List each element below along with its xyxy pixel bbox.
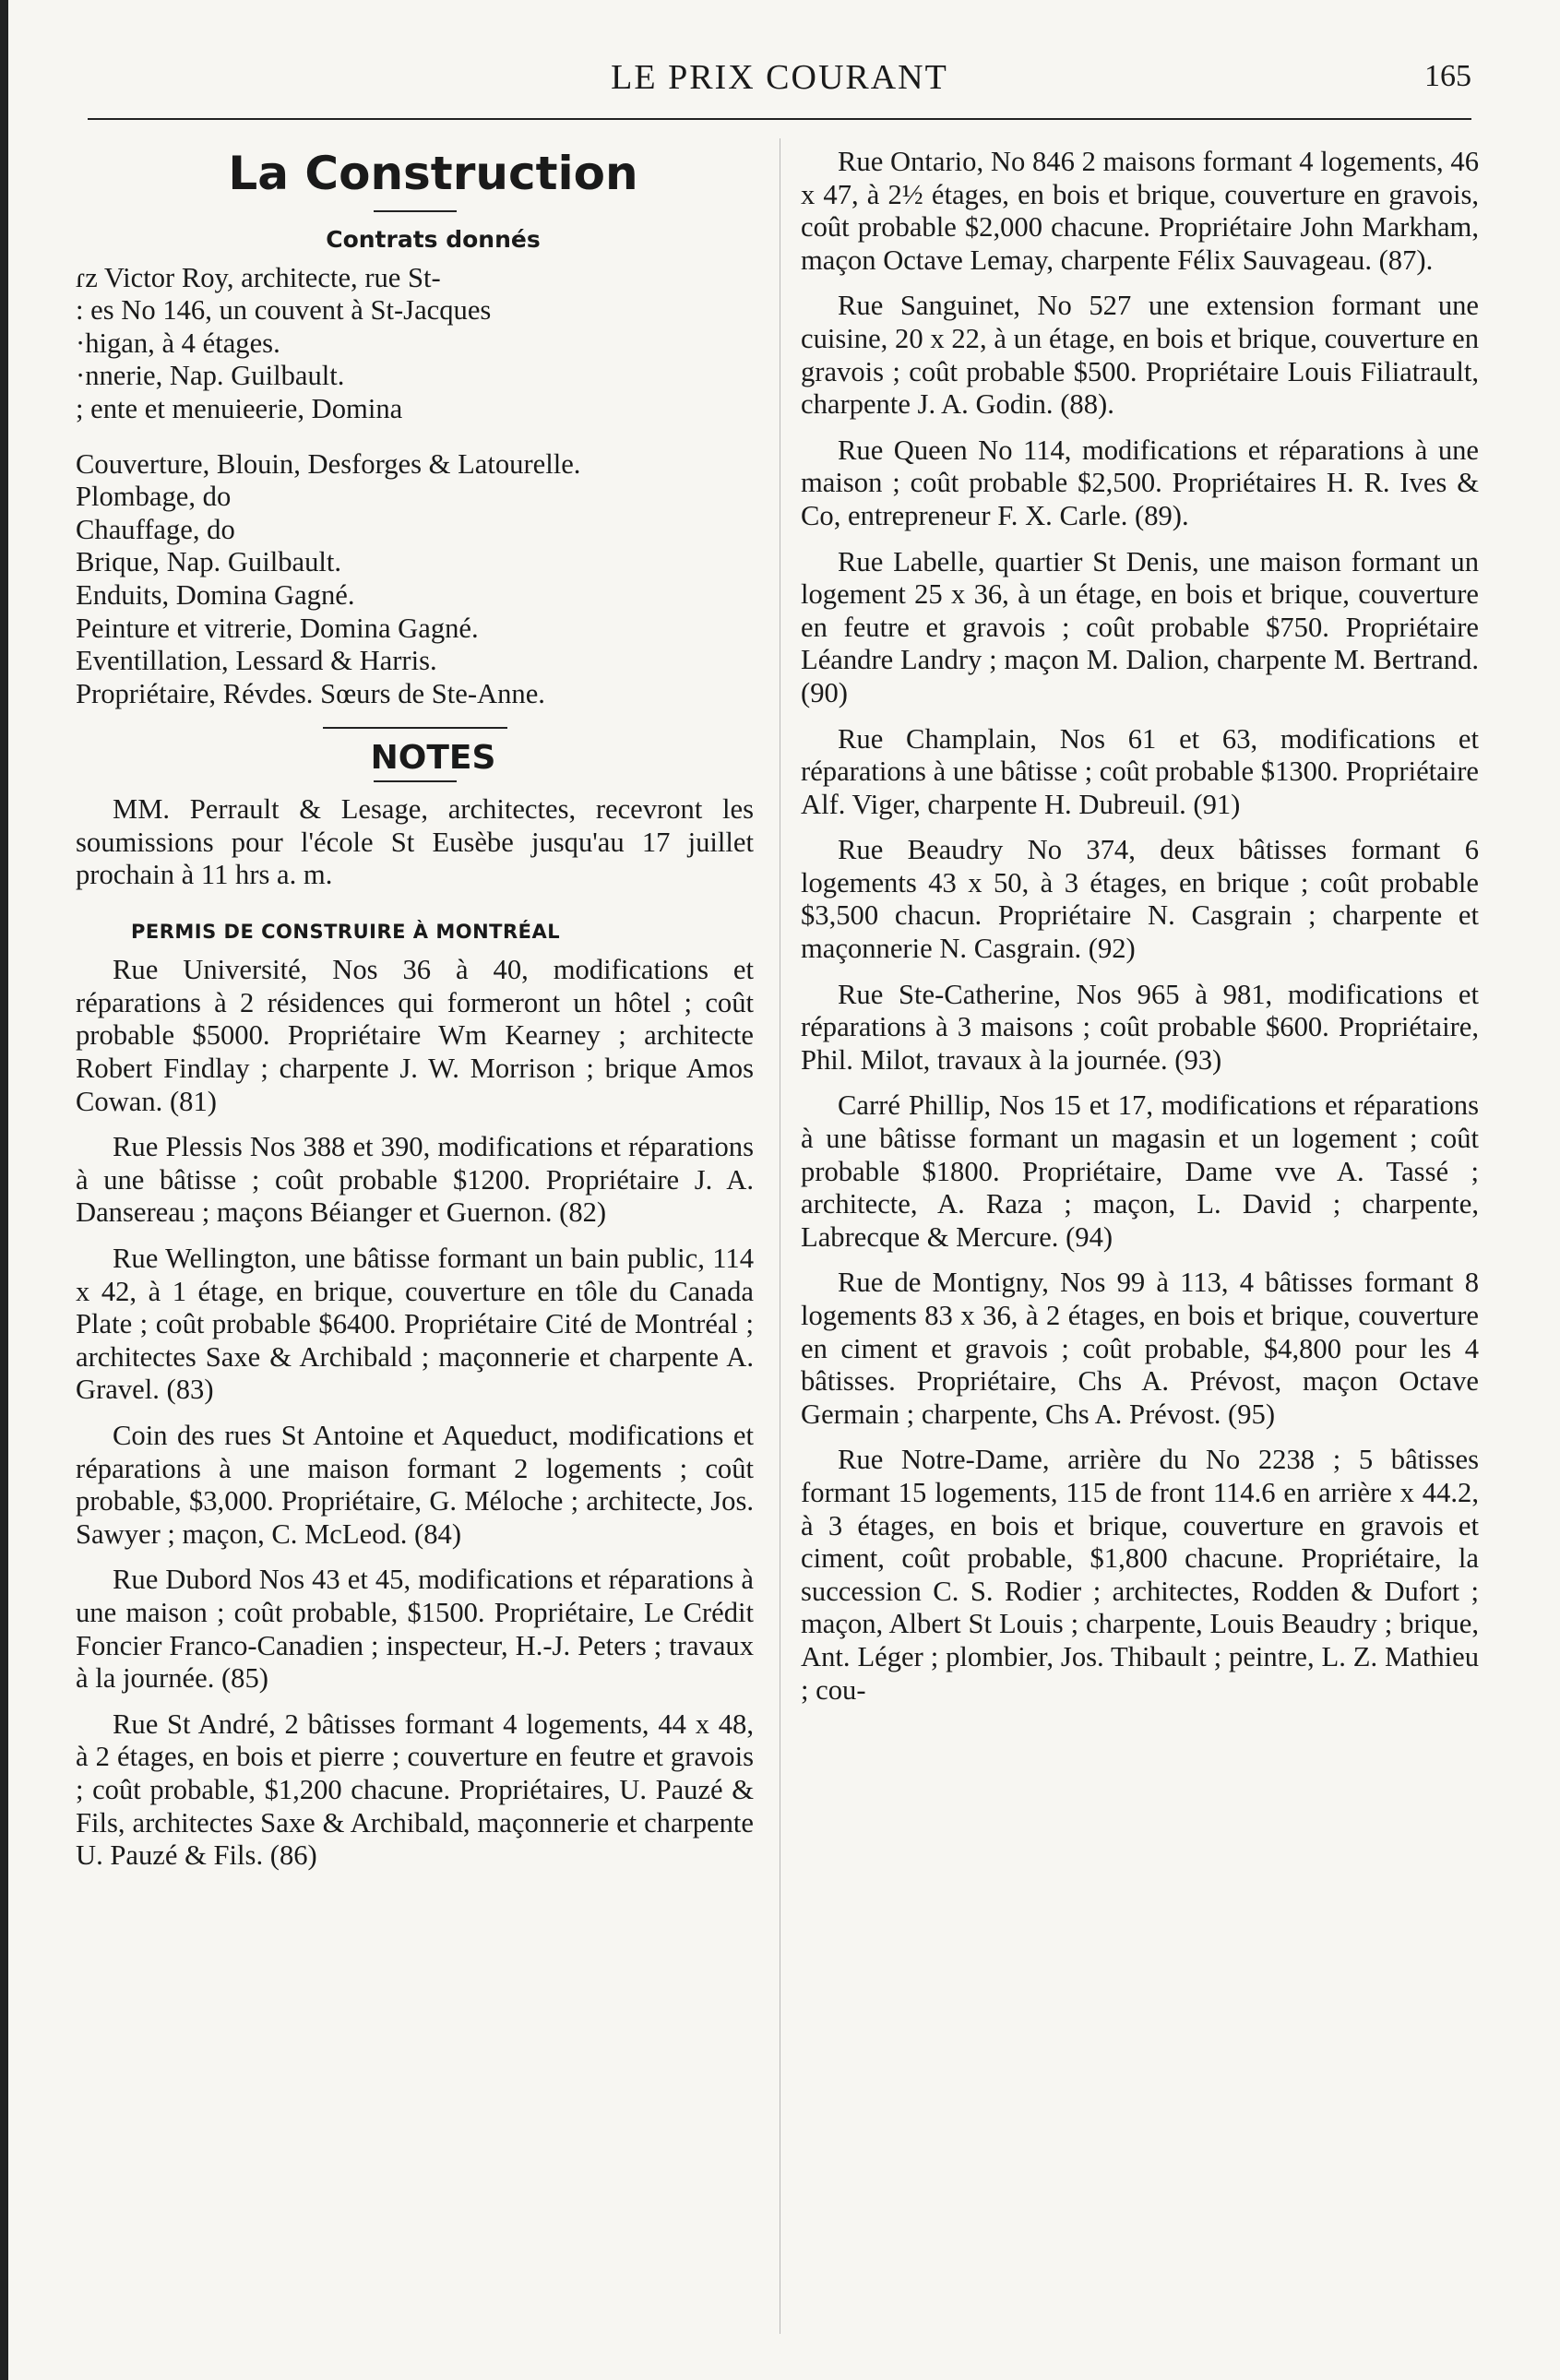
permit-entry: Rue St André, 2 bâtisses formant 4 logements, 44 x 48, à 2 étages, en bois et pierre ; couverture en feutre et gravois ; coût probable, $1,200 chacune. Propriétaires, U. Pauzé & Fils, architectes Saxe & Archibald, maçonnerie et charpente U. Pauzé & Fils. (86) — [76, 1708, 754, 1872]
permit-entry: Rue Ste-Catherine, Nos 965 à 981, modifications et réparations à 3 maisons ; coût probable $600. Propriétaire, Phil. Milot, travaux à la journée. (93) — [801, 978, 1479, 1076]
contract-line: ; ente et menuieerie, Domina — [76, 392, 403, 424]
permit-entry: Rue Wellington, une bâtisse formant un bain public, 114 x 42, à 1 étage, en brique, couverture en tôle du Canada Plate ; coût probable $6400. Propriétaire Cité de Montréal ; architectes Saxe & Archibald ; maçonnerie et charpente A. Gravel. (83) — [76, 1243, 754, 1406]
section-title: La Construction — [228, 147, 638, 200]
contract-line: Eventillation, Lessard & Harris. — [76, 645, 437, 677]
permit-entry: Rue Dubord Nos 43 et 45, modifications et réparations à une maison ; coût probable, $1500. Propriétaire, Le Crédit Foncier Franco-Canadien ; inspecteur, H.-J. Peters ; travaux à la journée. (85) — [76, 1564, 754, 1695]
permit-entry: Coin des rues St Antoine et Aqueduct, modifications et réparations à une maison formant 2 logements ; coût probable, $3,000. Propriétaire, G. Méloche ; architecte, Jos. Sawyer ; maçon, C. McLeod. (84) — [76, 1420, 754, 1550]
page-number: 165 — [1424, 59, 1471, 93]
permit-entry: Carré Phillip, Nos 15 et 17, modifications et réparations à une bâtisse formant un magasin et un logement ; coût probable $1800. Propriétaire, Dame vve A. Tassé ; architecte, A. Raza ; maçon, L. David ; charpente, Labrecque & Mercure. (94) — [801, 1089, 1479, 1253]
contract-list — [76, 262, 754, 711]
contract-line: Enduits, Domina Gagné. — [76, 578, 355, 611]
contract-line: ɾz Victor Roy, architecte, rue St- — [76, 261, 441, 293]
permit-entry: Rue Beaudry No 374, deux bâtisses formant 6 logements 43 x 50, à 3 étages, en brique ; coût probable $3,500 chacun. Propriétaire N. Casgrain ; charpente et maçonnerie N. Casgrain. (92) — [801, 834, 1479, 965]
contract-line: Peinture et vitrerie, Domina Gagné. — [76, 612, 479, 644]
permit-entry: Rue Champlain, Nos 61 et 63, modifications et réparations à une bâtisse ; coût probable $1300. Propriétaire Alf. Viger, charpente H. Dubreuil. (91) — [801, 722, 1479, 820]
section-rule — [323, 727, 507, 729]
permits-title: PERMIS DE CONSTRUIRE À MONTRÉAL — [131, 920, 561, 943]
contract-line: Brique, Nap. Guilbault. — [76, 546, 342, 578]
permit-entry: Rue Notre-Dame, arrière du No 2238 ; 5 bâtisses formant 15 logements, 115 de front 114.6 en arrière x 44.2, à 3 étages, en bois et brique, couverture en gravois et ciment, coût probable, $1,800 chacune. Propriétaire, la succession C. S. Rodier ; architectes, Rodden & Dufort ; maçon, Albert St Louis ; charpente, Louis Beaudry ; brique, Ant. Léger ; plombier, Jos. Thibault ; peintre, L. Z. Mathieu ; cou- — [801, 1444, 1479, 1706]
header-rule — [88, 118, 1471, 120]
permit-entry: Rue Sanguinet, No 527 une extension formant une cuisine, 20 x 22, à un étage, en bois et brique, couverture en gravois ; coût probable $500. Propriétaire Louis Filiatrault, charpente J. A. Godin. (88). — [801, 290, 1479, 421]
contracts-title: Contrats donnés — [326, 226, 541, 253]
permit-entry: Rue Labelle, quartier St Denis, une maison formant un logement 25 x 36, à un étage, en bois et brique, couverture en feutre et gravois ; coût probable $750. Propriétaire Léandre Landry ; maçon M. Dalion, charpente M. Bertrand. (90) — [801, 545, 1479, 708]
permit-entry: Rue Ontario, No 846 2 maisons formant 4 logements, 46 x 47, à 2½ étages, en bois et brique, couverture en gravois, coût probable $2,000 chacune. Propriétaire John Markham, maçon Octave Lemay, charpente Félix Sauvageau. (87). — [801, 146, 1479, 276]
page-edge — [0, 0, 8, 2380]
contract-line: Couverture, Blouin, Desforges & Latourelle. — [76, 447, 581, 480]
notes-title: NOTES — [370, 739, 496, 778]
contract-line: ·nnerie, Nap. Guilbault. — [76, 360, 345, 392]
notes-rule — [374, 780, 457, 782]
left-column — [76, 146, 754, 2343]
contract-line: Plombage, do — [76, 481, 232, 513]
permit-entry: Rue Université, Nos 36 à 40, modifications et réparations à 2 résidences qui formeront un hôtel ; coût probable $5000. Propriétaire Wm Kearney ; architecte Robert Findlay ; charpente J. W. Morrison ; brique Amos Cowan. (81) — [76, 954, 754, 1117]
permit-entry: Rue Plessis Nos 388 et 390, modifications et réparations à une bâtisse ; coût probable $1200. Propriétaire J. A. Dansereau ; maçons Béianger et Guernon. (82) — [76, 1131, 754, 1229]
notes-text: MM. Perrault & Lesage, architectes, recevront les soumissions pour l'école St Eusèbe jusqu'au 17 juillet prochain à 11 hrs a. m. — [76, 792, 754, 891]
running-head — [88, 57, 1471, 103]
permit-entry: Rue Queen No 114, modifications et réparations à une maison ; coût probable $2,500. Propriétaires H. R. Ives & Co, entrepreneur F. X. Carle. (89). — [801, 434, 1479, 531]
right-column — [801, 146, 1479, 2343]
contract-line: Chauffage, do — [76, 513, 235, 545]
contract-line: : es No 146, un couvent à St-Jacques — [76, 294, 492, 327]
contract-line: Propriétaire, Révdes. Sœurs de Ste-Anne. — [76, 677, 545, 709]
permit-entry: Rue de Montigny, Nos 99 à 113, 4 bâtisses formant 8 logements 83 x 36, à 2 étages, en bois et brique, couverture en ciment et gravois ; coût probable, $4,800 pour les 4 bâtisses. Propriétaire, Chs A. Prévost, maçon Octave Germain ; charpente, Chs A. Prévost. (95) — [801, 1267, 1479, 1430]
title-rule — [374, 210, 457, 212]
running-title: LE PRIX COURANT — [611, 58, 948, 97]
contract-line: ·higan, à 4 étages. — [76, 327, 280, 359]
